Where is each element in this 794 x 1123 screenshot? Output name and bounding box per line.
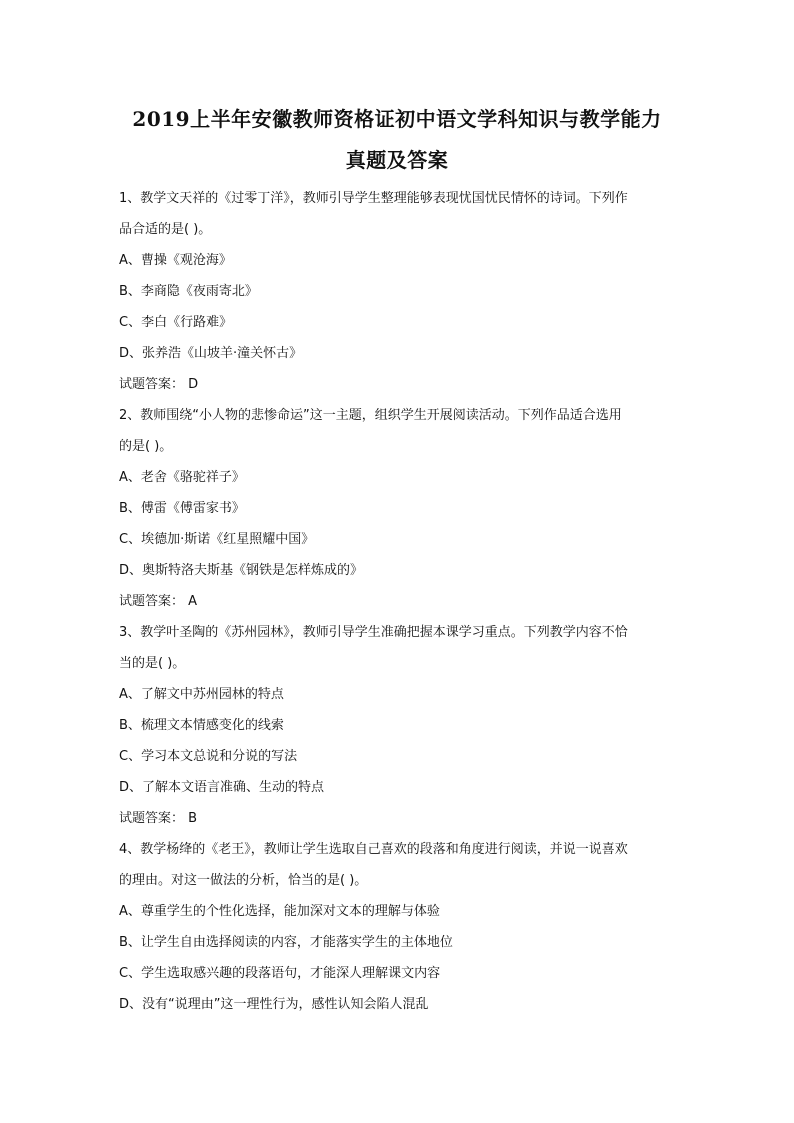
question-3-stem-line-2: 当的是( )。 xyxy=(119,656,186,671)
question-3-answer: 试题答案： B xyxy=(119,811,198,826)
question-1-option-c: C、李白《行路难》 xyxy=(119,315,233,330)
question-3-option-b: B、梳理文本情感变化的线索 xyxy=(119,718,284,733)
question-1-option-a: A、曹操《观沧海》 xyxy=(119,253,232,268)
question-4-stem-line-2: 的理由。对这一做法的分析，恰当的是( )。 xyxy=(119,873,368,888)
question-2-stem-line-1: 2、教师围绕“小人物的悲惨命运”这一主题，组织学生开展阅读活动。下列作品适合选用 xyxy=(119,408,622,423)
question-2-option-b: B、傅雷《傅雷家书》 xyxy=(119,501,245,516)
question-3-stem-line-1: 3、教学叶圣陶的《苏州园林》，教师引导学生准确把握本课学习重点。下列教学内容不恰 xyxy=(119,625,628,640)
question-1-stem-line-2: 品合适的是( )。 xyxy=(119,222,212,237)
question-2-option-d: D、奥斯特洛夫斯基《钢铁是怎样炼成的》 xyxy=(119,563,364,578)
question-4-option-b: B、让学生自由选择阅读的内容，才能落实学生的主体地位 xyxy=(119,935,453,950)
question-1-option-d: D、张养浩《山坡羊·潼关怀古》 xyxy=(119,346,303,361)
question-1-option-b: B、李商隐《夜雨寄北》 xyxy=(119,284,258,299)
question-4-option-a: A、尊重学生的个性化选择，能加深对文本的理解与体验 xyxy=(119,904,440,919)
question-2-answer: 试题答案： A xyxy=(119,594,198,609)
question-1-answer: 试题答案： D xyxy=(119,377,199,392)
document-title-line-1: 2019上半年安徽教师资格证初中语文学科知识与教学能力 xyxy=(132,107,662,131)
question-3-option-a: A、了解文中苏州园林的特点 xyxy=(119,687,284,702)
question-1-stem-line-1: 1、教学文天祥的《过零丁洋》，教师引导学生整理能够表现忧国忧民情怀的诗词。下列作 xyxy=(119,191,628,206)
question-4-stem-line-1: 4、教学杨绛的《老王》，教师让学生选取自己喜欢的段落和角度进行阅读，并说一说喜欢 xyxy=(119,842,628,857)
question-2-stem-line-2: 的是( )。 xyxy=(119,439,173,454)
question-4-option-d: D、没有“说理由”这一理性行为，感性认知会陷人混乱 xyxy=(119,997,429,1012)
question-2-option-c: C、埃德加·斯诺《红星照耀中国》 xyxy=(119,532,315,547)
question-3-option-d: D、了解本文语言准确、生动的特点 xyxy=(119,780,325,795)
question-2-option-a: A、老舍《骆驼祥子》 xyxy=(119,470,245,485)
question-4-option-c: C、学生选取感兴趣的段落语句，才能深人理解课文内容 xyxy=(119,966,441,981)
question-3-option-c: C、学习本文总说和分说的写法 xyxy=(119,749,298,764)
question-list xyxy=(119,183,679,1020)
document-title-line-2: 真题及答案 xyxy=(345,148,449,172)
